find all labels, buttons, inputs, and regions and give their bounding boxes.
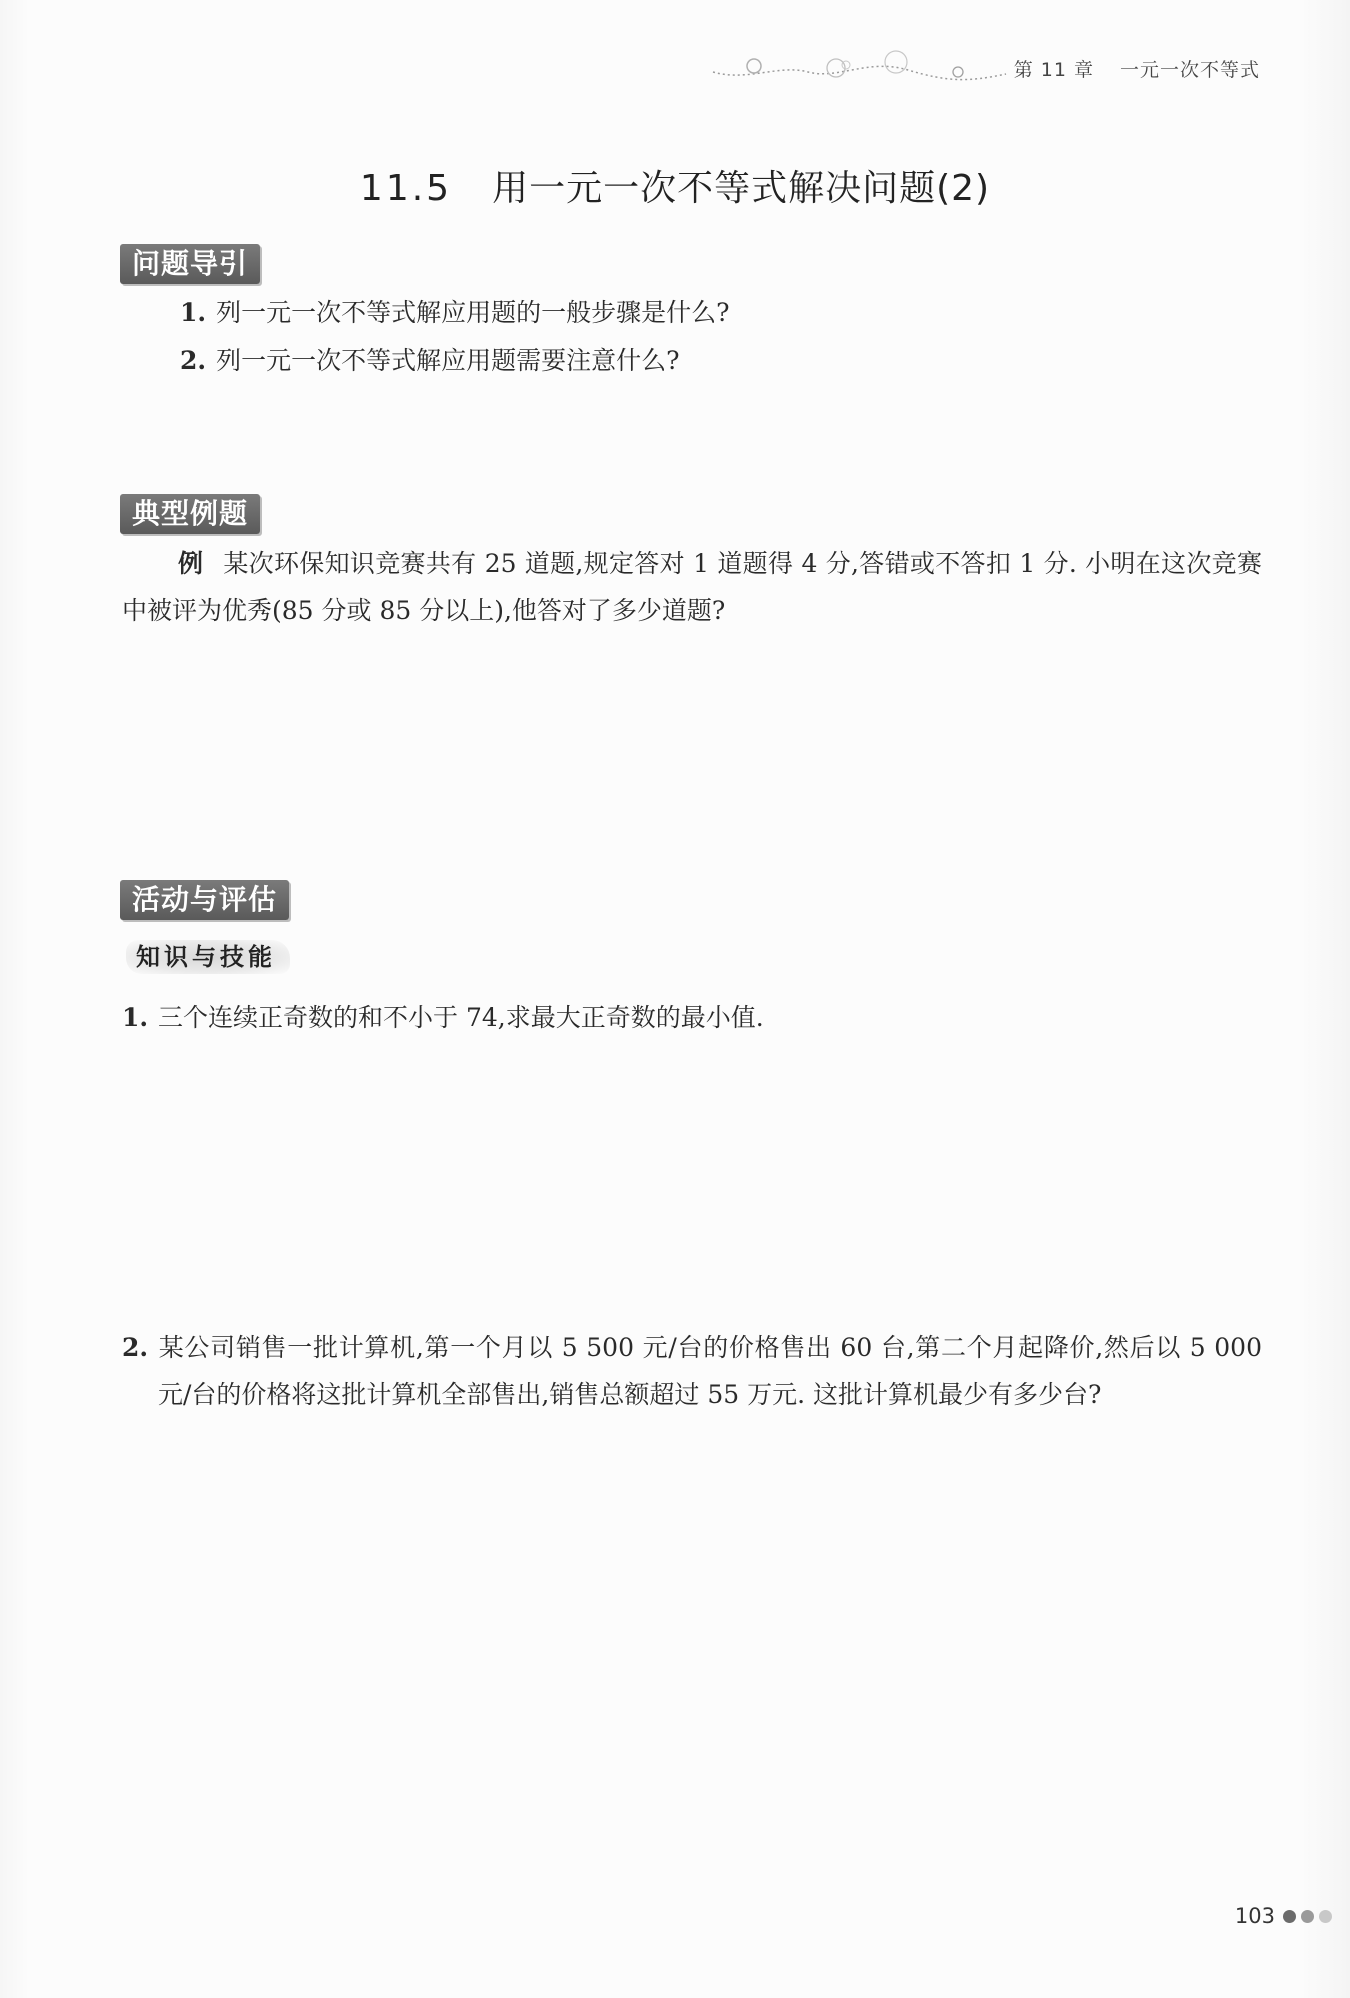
intro-question-1 [180,296,730,330]
question-number: 1. [180,298,207,327]
section-tag-activities: 活动与评估 [120,880,289,920]
section-tag-intro: 问题导引 [120,244,260,284]
question-text: 列一元一次不等式解应用题的一般步骤是什么? [216,298,730,327]
exercise-text: 三个连续正奇数的和不小于 74,求最大正奇数的最小值. [158,1003,764,1032]
subsection-tag-knowledge: 知识与技能 [126,940,290,974]
section-number: 11.5 [359,168,453,209]
header-decoration-icon [708,48,1008,88]
chapter-title: 一元一次不等式 [1119,58,1260,81]
question-text: 列一元一次不等式解应用题需要注意什么? [216,346,680,375]
section-tag-examples: 典型例题 [120,494,260,534]
chapter-number: 第 11 章 [1013,58,1094,81]
page-number: 103 [1234,1904,1275,1928]
exercise-1 [122,994,1262,1041]
page-dot-icon [1319,1910,1332,1923]
page-footer [1235,1904,1332,1928]
header-text [1014,55,1260,82]
example-problem [122,540,1262,634]
question-number: 2. [180,346,207,375]
exercise-text: 某公司销售一批计算机,第一个月以 5 500 元/台的价格售出 60 台,第二个月起降价,然后以 5 000 元/台的价格将这批计算机全部售出,销售总额超过 55 万元. 这批计算机最少有多少台? [158,1333,1262,1409]
page-dot-icon [1301,1910,1314,1923]
page-dot-icon [1283,1910,1296,1923]
section-title: 用一元一次不等式解决问题(2) [492,168,991,209]
example-text: 某次环保知识竞赛共有 25 道题,规定答对 1 道题得 4 分,答错或不答扣 1 分. 小明在这次竞赛中被评为优秀(85 分或 85 分以上),他答对了多少道题? [122,549,1262,625]
intro-question-2 [180,344,680,378]
example-label: 例 [178,549,204,578]
exercise-number: 1. [122,1003,149,1032]
exercise-number: 2. [122,1333,149,1362]
running-header [708,48,1260,88]
page-title [0,160,1350,211]
exercise-2 [122,1324,1262,1418]
